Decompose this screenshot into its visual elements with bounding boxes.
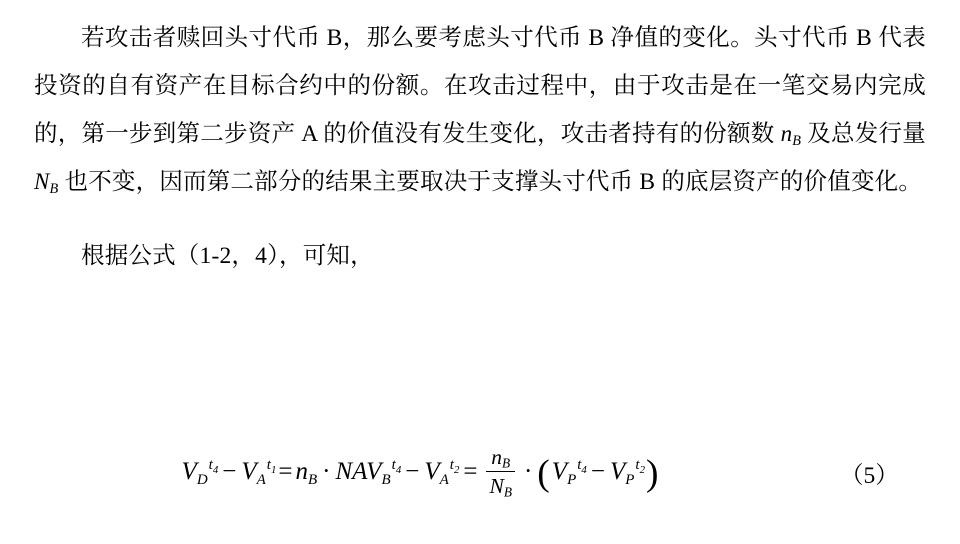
- term-VD-base: V: [181, 457, 197, 485]
- term-VP2-sub: P: [625, 471, 635, 488]
- term-VD-sup-base: t: [208, 457, 213, 474]
- term-VA-sup-base: t: [266, 457, 271, 474]
- fraction-nB-over-NB: [486, 445, 515, 499]
- operator-dot-2: ·: [523, 457, 533, 485]
- equation-number: （5）: [840, 463, 899, 489]
- term-VP-t4: [552, 458, 586, 486]
- term-VD-sup: [208, 457, 219, 476]
- paren-open: (: [537, 453, 550, 495]
- term-nB: [295, 458, 317, 486]
- inline-var-nb-sub: B: [792, 132, 802, 149]
- inline-var-NB-sub: B: [49, 180, 59, 197]
- fraction-numerator-sub: B: [502, 455, 511, 471]
- term-VP-sub: P: [567, 471, 577, 488]
- inline-var-nb-base: n: [780, 121, 793, 146]
- term-VA-sup: [266, 457, 277, 476]
- term-VA2-sup: [449, 457, 460, 476]
- operator-minus-3: −: [590, 457, 605, 485]
- fraction-numerator-base: n: [491, 445, 503, 469]
- term-VA-t1: [241, 458, 275, 486]
- operator-equals-2: =: [463, 457, 478, 485]
- term-VA2-sup-base: t: [449, 457, 454, 474]
- term-VP-t2: [610, 458, 644, 486]
- term-VA2-sup-sub: 2: [453, 463, 460, 476]
- fraction-numerator: [486, 445, 515, 472]
- term-NAVB-t4: [335, 458, 400, 486]
- operator-minus-1: −: [222, 457, 237, 485]
- term-VA-sup-sub: 1: [270, 463, 277, 476]
- equation-body: [0, 446, 840, 500]
- operator-minus-2: −: [405, 457, 420, 485]
- term-VA2-sub: A: [439, 471, 449, 488]
- fraction-denominator: [486, 472, 515, 499]
- operator-equals-1: =: [278, 457, 293, 485]
- term-VD-sup-sub: 4: [212, 463, 219, 476]
- paren-close: ): [645, 453, 659, 495]
- term-VA-t2: [424, 458, 458, 486]
- term-VP2-base: V: [609, 457, 626, 485]
- paragraph-1-segment-3: 也不变，因而第二部分的结果主要取决于支撑头寸代币 B 的底层资产的价值变化。: [58, 169, 923, 195]
- paragraph-2: [34, 232, 926, 280]
- term-VP-base: V: [551, 457, 568, 485]
- paragraph-1-segment-1: 若攻击者赎回头寸代币 B，那么要考虑头寸代币 B 净值的变化。头寸代币 B 代表投资的自有资产在目标合约中的份额。在攻击过程中，由于攻击是在一笔交易内完成的，第一步到第二步资产 A 的价值没有发生变化，攻击者持有的份额数: [34, 25, 926, 147]
- paragraph-2-text: 根据公式（1-2，4），可知，: [81, 243, 374, 269]
- term-NAV-sup-base: t: [391, 457, 396, 474]
- term-VD-sub: D: [196, 471, 208, 488]
- fraction-denominator-base: N: [489, 474, 504, 498]
- term-VD-t4: [182, 458, 218, 486]
- term-VP-sup: [577, 457, 587, 476]
- term-VA2-base: V: [424, 457, 440, 485]
- term-NAV-sup-sub: 4: [395, 463, 402, 476]
- paragraph-1-segment-2: 及总发行量: [801, 121, 926, 147]
- term-VP2-sup: [635, 457, 645, 476]
- inline-var-nb: [780, 121, 802, 149]
- inline-var-NB: [34, 169, 59, 197]
- fraction-denominator-sub: B: [503, 484, 512, 500]
- paragraph-1-text: [34, 14, 926, 206]
- inline-var-NB-base: N: [34, 169, 50, 194]
- term-VA-base: V: [241, 457, 257, 485]
- term-nB-sub: B: [307, 471, 318, 488]
- term-VP2-sup-base: t: [635, 457, 640, 474]
- term-nB-base: n: [295, 457, 308, 485]
- term-NAV-base: NAV: [335, 457, 382, 485]
- term-VA-sub: A: [256, 471, 266, 488]
- term-NAV-sub: B: [381, 471, 391, 488]
- equation-row-5: [0, 446, 960, 500]
- term-VP-sup-sub: 4: [581, 463, 587, 476]
- term-NAV-sup: [391, 457, 402, 476]
- paragraph-1: [34, 14, 926, 206]
- operator-dot-1: ·: [322, 457, 331, 485]
- term-VP2-sup-sub: 2: [639, 463, 645, 476]
- term-VP-sup-base: t: [577, 457, 582, 474]
